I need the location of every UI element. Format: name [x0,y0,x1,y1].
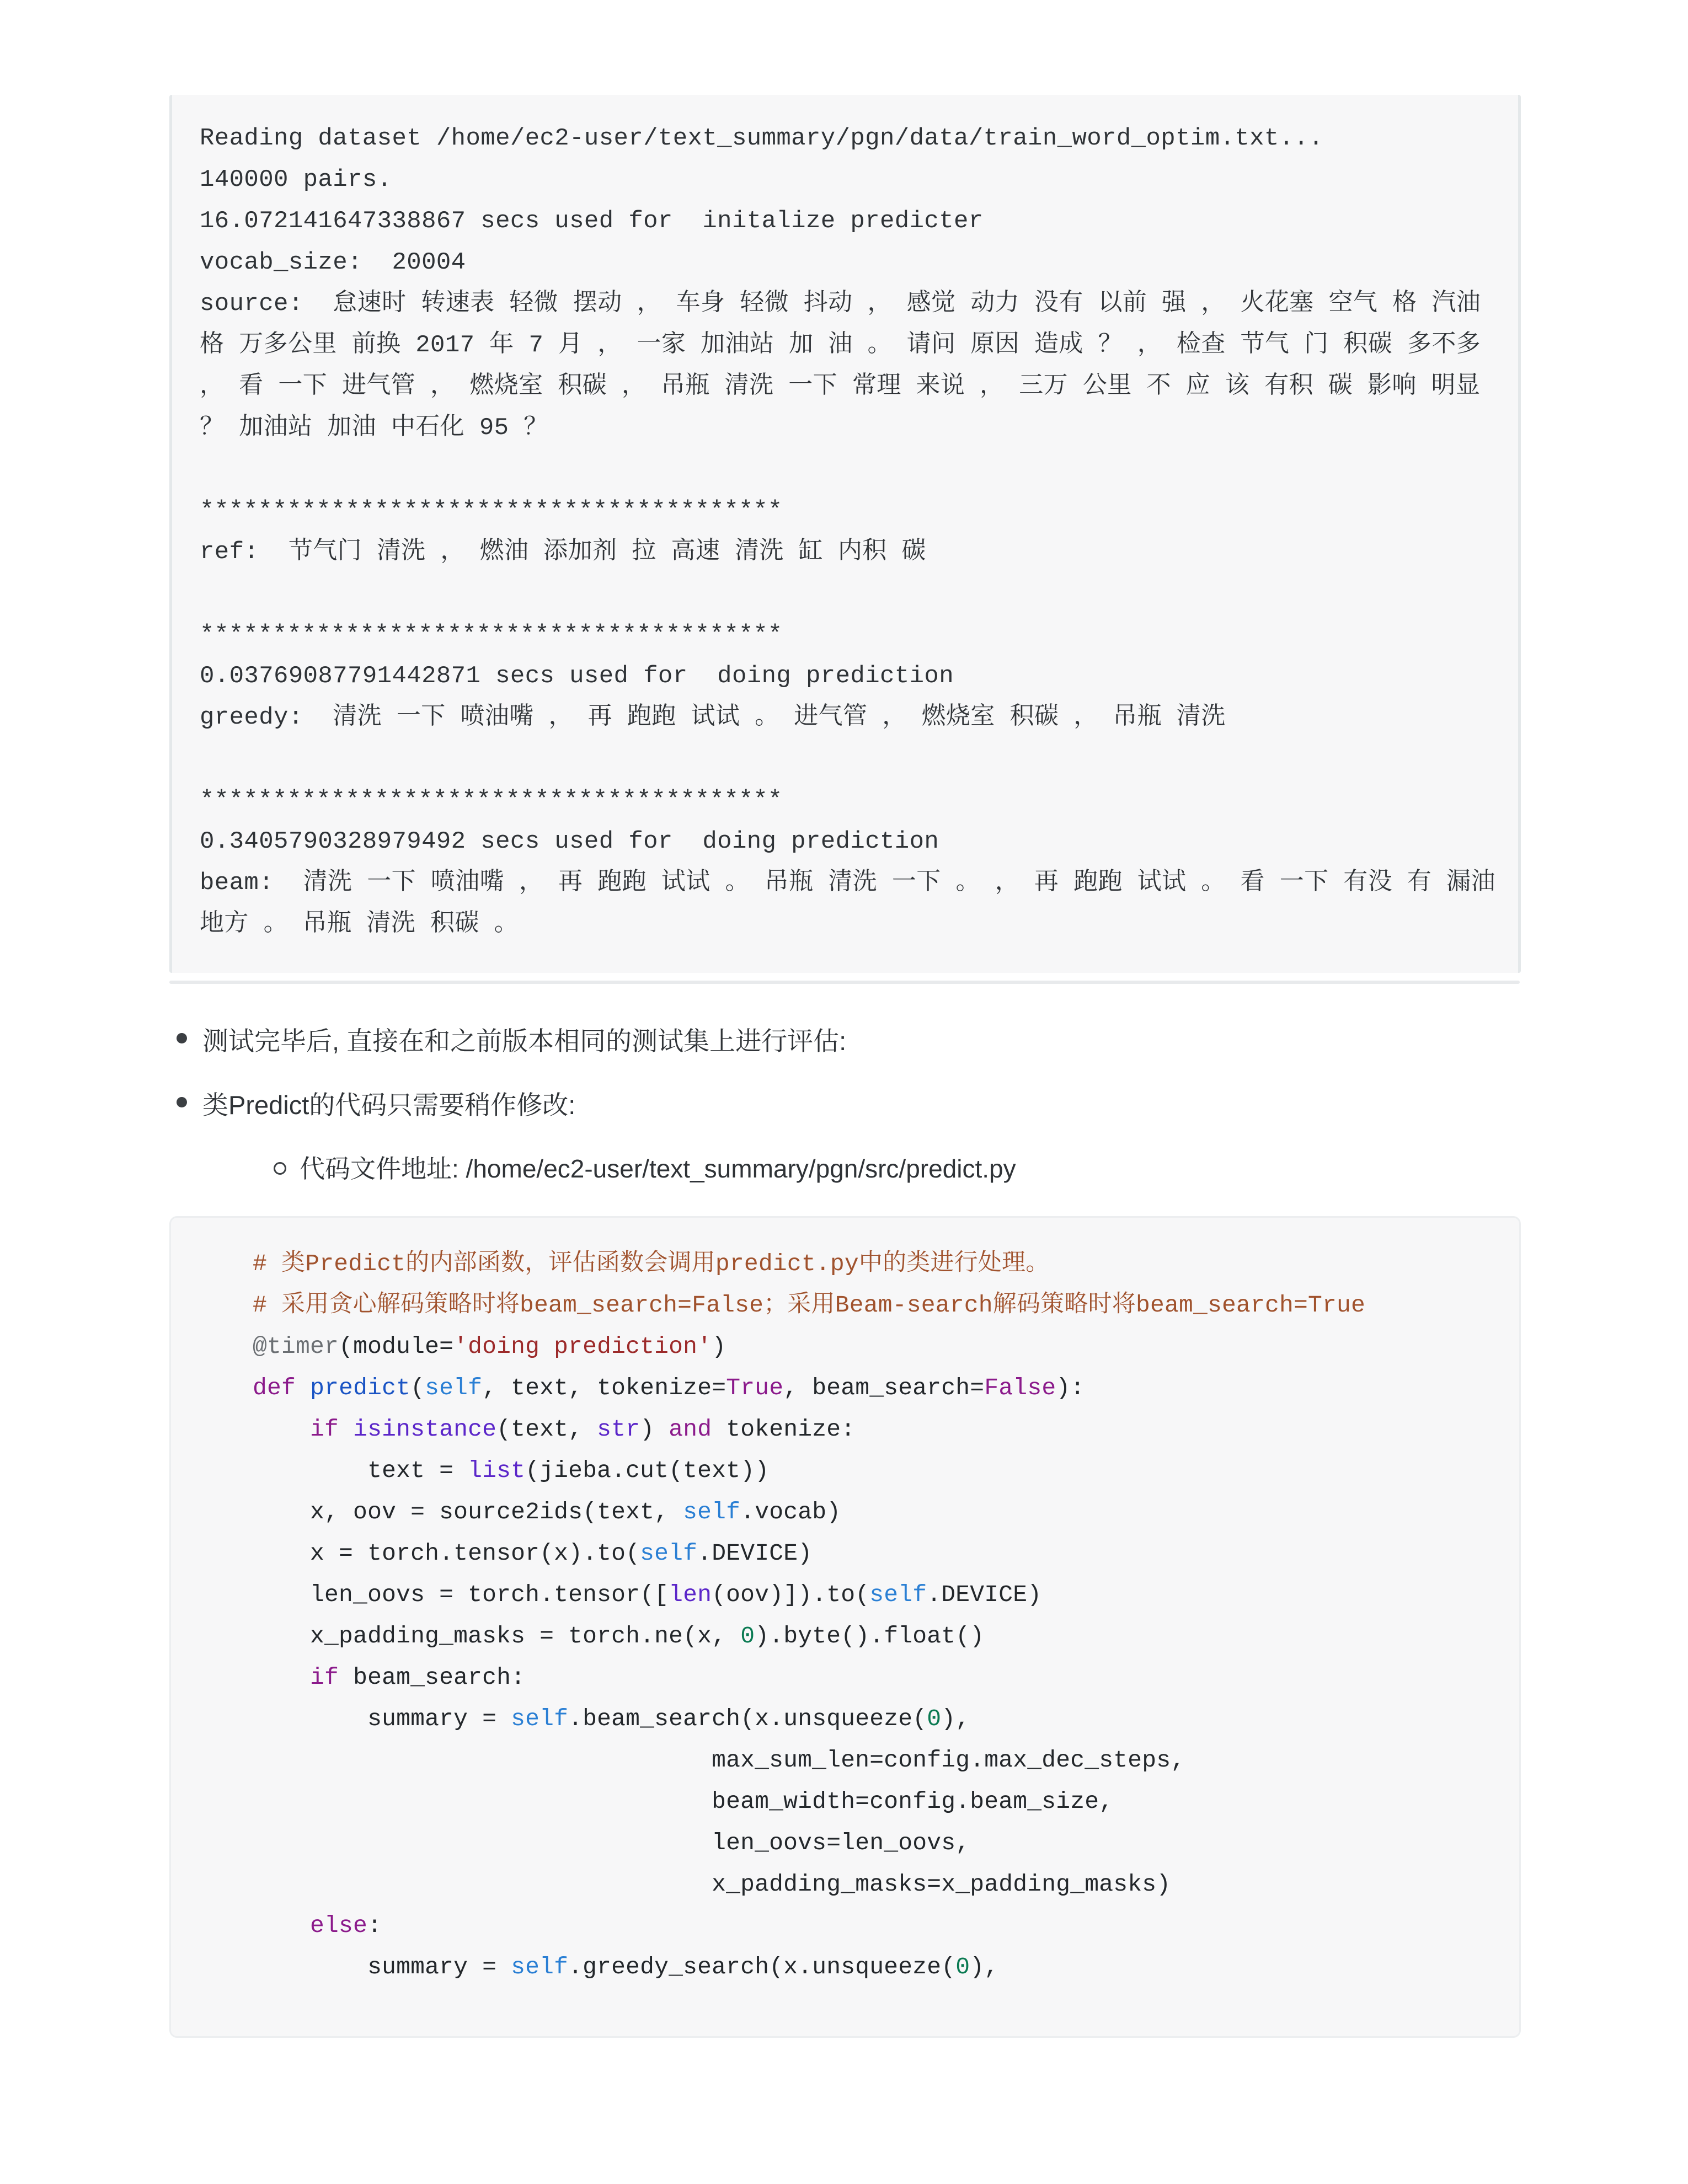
code-line [195,1615,1497,1657]
code-token-plain: tokenize: [712,1416,856,1443]
code-token-plain [195,1416,310,1443]
terminal-line: greedy: 清洗 一下 喷油嘴 ， 再 跑跑 试试 。 进气管 ， 燃烧室 积碳 ， 吊瓶 清洗 [200,704,1226,731]
code-token-keyword: else [310,1912,368,1939]
code-token-plain: .DEVICE) [697,1540,813,1567]
code-token-plain [339,1416,353,1443]
sub-list-item [269,1151,1521,1186]
code-line [195,1450,1497,1491]
code-token-plain: (text, [496,1416,597,1443]
code-token-builtin: str [597,1416,640,1443]
code-line [195,1781,1497,1822]
code-token-number: 0 [955,1953,970,1980]
terminal-line: 0.3405790328979492 secs used for doing prediction [200,828,939,855]
code-line [195,1367,1497,1409]
code-token-plain: .greedy_search(x.unsqueeze( [568,1953,956,1980]
bullet-circle-icon [269,1151,291,1175]
notes-list [169,1023,1521,1203]
code-line [195,1533,1497,1574]
code-token-keyword: if [310,1664,339,1691]
section-divider [169,981,1520,984]
code-token-plain: beam_width=config.beam_size, [195,1788,1114,1815]
code-line [195,1574,1497,1615]
terminal-line: Reading dataset /home/ec2-user/text_summary/pgn/data/train_word_optim.txt... [200,125,1324,152]
terminal-line: **************************************** [200,621,783,649]
terminal-line: ref: 节气门 清洗 ， 燃油 添加剂 拉 高速 清洗 缸 内积 碳 [200,538,926,566]
code-token-plain: summary = [195,1953,511,1980]
code-token-self: self [511,1705,569,1732]
code-token-plain: x = torch.tensor(x).to( [195,1540,640,1567]
code-token-plain: ): [1056,1374,1085,1401]
code-token-number: 0 [927,1705,942,1732]
code-token-comment: # 采用贪心解码策略时将beam_search=False；采用Beam-search解码策略时将beam_search=True [253,1292,1366,1319]
bullet-dot-icon [169,1023,194,1043]
terminal-line: 0.03769087791442871 secs used for doing prediction [200,662,954,690]
python-code-block [169,1216,1521,2038]
code-token-plain: ), [941,1705,970,1732]
terminal-output-block [169,95,1521,973]
code-token-plain: .vocab) [740,1498,841,1525]
terminal-line: **************************************** [200,786,783,814]
code-token-string: 'doing prediction' [453,1333,712,1360]
code-token-func: predict [310,1374,411,1401]
terminal-line: **************************************** [200,497,783,524]
code-token-plain: len_oovs=len_oovs, [195,1829,970,1856]
code-token-plain: (oov)]).to( [712,1581,870,1608]
terminal-line [200,738,1496,780]
code-line [195,1905,1497,1946]
code-token-plain: ) [640,1416,669,1443]
code-token-builtin: len [669,1581,712,1608]
code-token-plain [195,1250,253,1277]
code-token-plain: beam_search: [339,1664,526,1691]
code-token-plain [195,1664,310,1691]
code-token-plain: ) [712,1333,727,1360]
code-line [195,1491,1497,1533]
code-token-plain: max_sum_len=config.max_dec_steps, [195,1747,1185,1774]
terminal-line: 16.072141647338867 secs used for initalize predicter [200,207,984,235]
code-token-keyword: if [310,1416,339,1443]
code-line [195,1243,1497,1284]
code-token-keyword: and [669,1416,712,1443]
terminal-line: source: 怠速时 转速表 轻微 摆动 ， 车身 轻微 抖动 ， 感觉 动力 没有 以前 强 ， 火花塞 空气 格 汽油 格 万多公里 前换 2017 年 7 月 ， 一家 加油站 加 油 。 请问 原因 造成 ？ ， 检查 节气 门 积碳 多不多 ， 看 一下 进气管 ， 燃烧室 积碳 ， 吊瓶 清洗 一下 常理 来说 ， 三万 公里 不 应 该 有积 碳 影响 明显 ？ 加油站 加油 中石化 95 ？ [200,290,1495,442]
code-token-deco: @timer [253,1333,339,1360]
terminal-line [200,573,1496,614]
code-line [195,1657,1497,1698]
code-token-plain: x_padding_masks=x_padding_masks) [195,1871,1171,1898]
code-token-plain: len_oovs = torch.tensor([ [195,1581,669,1608]
code-token-plain [296,1374,310,1401]
code-token-builtin: isinstance [353,1416,497,1443]
terminal-line: vocab_size: 20004 [200,249,466,276]
code-line [195,1284,1497,1326]
code-token-plain: .DEVICE) [927,1581,1042,1608]
code-token-plain: x, oov = source2ids(text, [195,1498,683,1525]
code-token-plain: ), [970,1953,999,1980]
code-token-self: self [640,1540,698,1567]
code-line [195,1409,1497,1450]
bullet-dot-icon [169,1087,194,1107]
code-token-self: self [425,1374,483,1401]
code-line [195,1698,1497,1739]
code-token-self: self [869,1581,927,1608]
code-token-number: 0 [740,1623,755,1650]
code-token-keyword: True [726,1374,784,1401]
code-line [195,1864,1497,1905]
code-token-comment: # 类Predict的内部函数，评估函数会调用predict.py中的类进行处理。 [253,1250,1050,1277]
bullet-text: 测试完毕后, 直接在和之前版本相同的测试集上进行评估: [202,1026,847,1056]
code-token-plain: .beam_search(x.unsqueeze( [568,1705,927,1732]
code-token-plain: ( [410,1374,425,1401]
terminal-line: 140000 pairs. [200,166,392,194]
code-token-plain: summary = [195,1705,511,1732]
list-item [169,1087,1521,1123]
sub-bullet-text: 代码文件地址: /home/ec2-user/text_summary/pgn/src/predict.py [300,1154,1016,1183]
code-token-plain: ).byte().float() [755,1623,985,1650]
code-token-plain [195,1292,253,1319]
code-token-plain: , beam_search= [783,1374,985,1401]
code-token-self: self [511,1953,569,1980]
terminal-output-lines [200,118,1510,945]
terminal-line [200,449,1496,490]
code-token-plain: (jieba.cut(text)) [525,1457,770,1484]
code-lines [195,1243,1497,1988]
code-token-builtin: list [468,1457,526,1484]
bullet-text: 类Predict的代码只需要稍作修改: [202,1090,576,1120]
code-line [195,1946,1497,1988]
code-token-plain: text = [195,1457,468,1484]
code-token-self: self [683,1498,741,1525]
code-token-keyword: False [984,1374,1056,1401]
code-token-plain: (module= [339,1333,454,1360]
list-item [169,1023,1521,1059]
code-token-keyword: def [253,1374,296,1401]
terminal-line: beam: 清洗 一下 喷油嘴 ， 再 跑跑 试试 。 吊瓶 清洗 一下 。 ， 再 跑跑 试试 。 看 一下 有没 有 漏油 地方 。 吊瓶 清洗 积碳 。 [200,869,1510,938]
code-line [195,1739,1497,1781]
code-line [195,1822,1497,1864]
code-token-plain [195,1333,253,1360]
code-token-plain: : [367,1912,382,1939]
code-token-plain: x_padding_masks = torch.ne(x, [195,1623,741,1650]
code-token-plain: , text, tokenize= [482,1374,727,1401]
code-line [195,1326,1497,1367]
code-token-plain [195,1912,310,1939]
code-token-plain [195,1374,253,1401]
